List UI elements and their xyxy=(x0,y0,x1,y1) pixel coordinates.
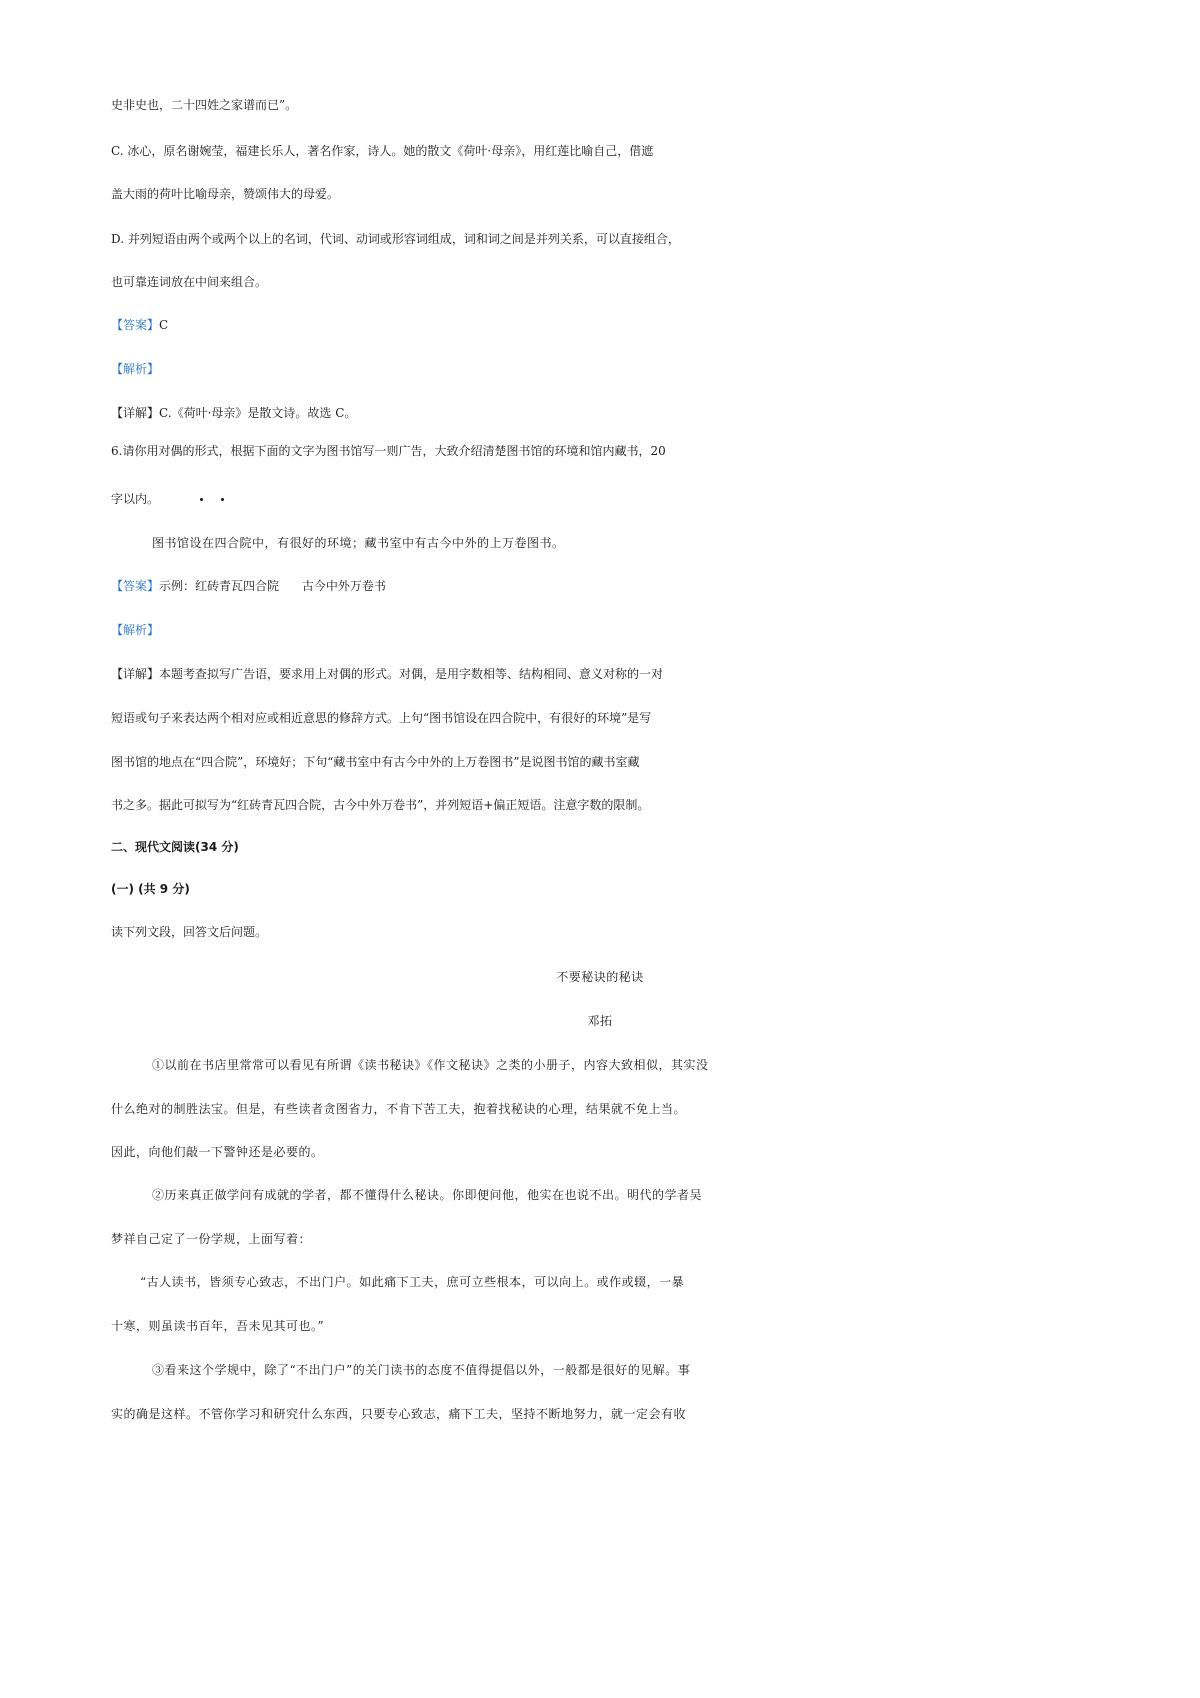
detail-tag: 【详解】 xyxy=(111,667,160,681)
option-d-line-1: D. 并列短语由两个或两个以上的名词，代词、动词或形容词组成，词和词之间是并列关系，可以直接组合， xyxy=(111,232,680,246)
instruction: 读下列文段，回答文后问题。 xyxy=(111,925,268,939)
option-c-line-1: C. 冰心，原名谢婉莹，福建长乐人，著名作家，诗人。她的散文《荷叶·母亲》，用红莲比喻自己，借遮 xyxy=(111,144,654,158)
q6-stem-line-2: 字以内。 xyxy=(111,492,160,506)
q5-answer xyxy=(111,313,1101,337)
q6-detail-line-3: 图书馆的地点在“四合院”，环境好；下句“藏书室中有古今中外的上万卷图书”是说图书馆的藏书室藏 xyxy=(111,755,640,769)
q6-material: 图书馆设在四合院中，有很好的环境；藏书室中有古今中外的上万卷图书。 xyxy=(152,536,565,550)
answer-tag: 【答案】 xyxy=(111,318,160,332)
paragraph-2-line-1: ②历来真正做学问有成就的学者，都不懂得什么秘诀。你即便问他，他实在也说不出。明代的学者吴 xyxy=(152,1188,703,1202)
article-title: 不要秘诀的秘诀 xyxy=(556,970,644,984)
article-author: 邓拓 xyxy=(587,1014,613,1028)
detail-text: 本题考查拟写广告语，要求用上对偶的形式。对偶，是用字数相等、结构相同、意义对称的一对 xyxy=(159,667,664,681)
quote-line-1: “古人读书，皆须专心致志，不出门户。如此痛下工夫，庶可立些根本，可以向上。或作或辍，一暴 xyxy=(140,1275,685,1289)
q6-detail-line-2: 短语或句子来表达两个相对应或相近意思的修辞方式。上句“图书馆设在四合院中，有很好的环境”是写 xyxy=(111,711,652,725)
paragraph-1-line-1: ①以前在书店里常常可以看见有所谓《读书秘诀》《作文秘诀》之类的小册子，内容大致相似，其实没 xyxy=(152,1058,709,1072)
q5-detail xyxy=(111,401,1101,425)
paragraph-1-line-3: 因此，向他们敲一下警钟还是必要的。 xyxy=(111,1145,324,1159)
q5-analysis xyxy=(111,357,1101,381)
analysis-tag: 【解析】 xyxy=(111,623,160,637)
subsection-heading: (一) (共 9 分) xyxy=(111,882,190,896)
option-d-line-2: 也可靠连词放在中间来组合。 xyxy=(111,275,268,289)
paragraph-2-line-2: 梦祥自己定了一份学规，上面写着： xyxy=(111,1232,312,1246)
analysis-tag: 【解析】 xyxy=(111,362,160,376)
paragraph-3-line-1: ③看来这个学规中，除了“不出门户”的关门读书的态度不值得提倡以外，一般都是很好的见解。事 xyxy=(152,1363,691,1377)
answer-value: 示例：红砖青瓦四合院 古今中外万卷书 xyxy=(159,579,386,593)
text-line: 史非史也，二十四姓之家谱而已”。 xyxy=(111,98,298,112)
q6-detail-line-4: 书之多。据此可拟写为“红砖青瓦四合院，古今中外万卷书”，并列短语+偏正短语。注意字数的限制。 xyxy=(111,798,650,812)
q6-analysis xyxy=(111,618,1101,642)
option-c-line-2: 盖大雨的荷叶比喻母亲，赞颂伟大的母爱。 xyxy=(111,187,340,201)
answer-tag: 【答案】 xyxy=(111,579,160,593)
paragraph-3-line-2: 实的确是这样。不管你学习和研究什么东西，只要专心致志，痛下工夫，坚持不断地努力，就一定会有收 xyxy=(111,1407,687,1421)
q6-answer xyxy=(111,574,1101,598)
detail-text: C.《荷叶·母亲》是散文诗。故选 C。 xyxy=(159,406,357,420)
q6-stem-line-1: 6.请你用对偶的形式，根据下面的文字为图书馆写一则广告，大致介绍清楚图书馆的环境和馆内藏书，20 xyxy=(111,444,666,458)
section-heading: 二、现代文阅读(34 分) xyxy=(111,840,239,854)
paragraph-1-line-2: 什么绝对的制胜法宝。但是，有些读者贪图省力，不肯下苦工夫，抱着找秘诀的心理，结果就不免上当。 xyxy=(111,1102,687,1116)
answer-value: C xyxy=(159,318,169,332)
quote-line-2: 十寒，则虽读书百年，吾未见其可也。” xyxy=(111,1319,325,1333)
detail-tag: 【详解】 xyxy=(111,406,160,420)
q6-detail-line-1 xyxy=(111,662,1101,686)
